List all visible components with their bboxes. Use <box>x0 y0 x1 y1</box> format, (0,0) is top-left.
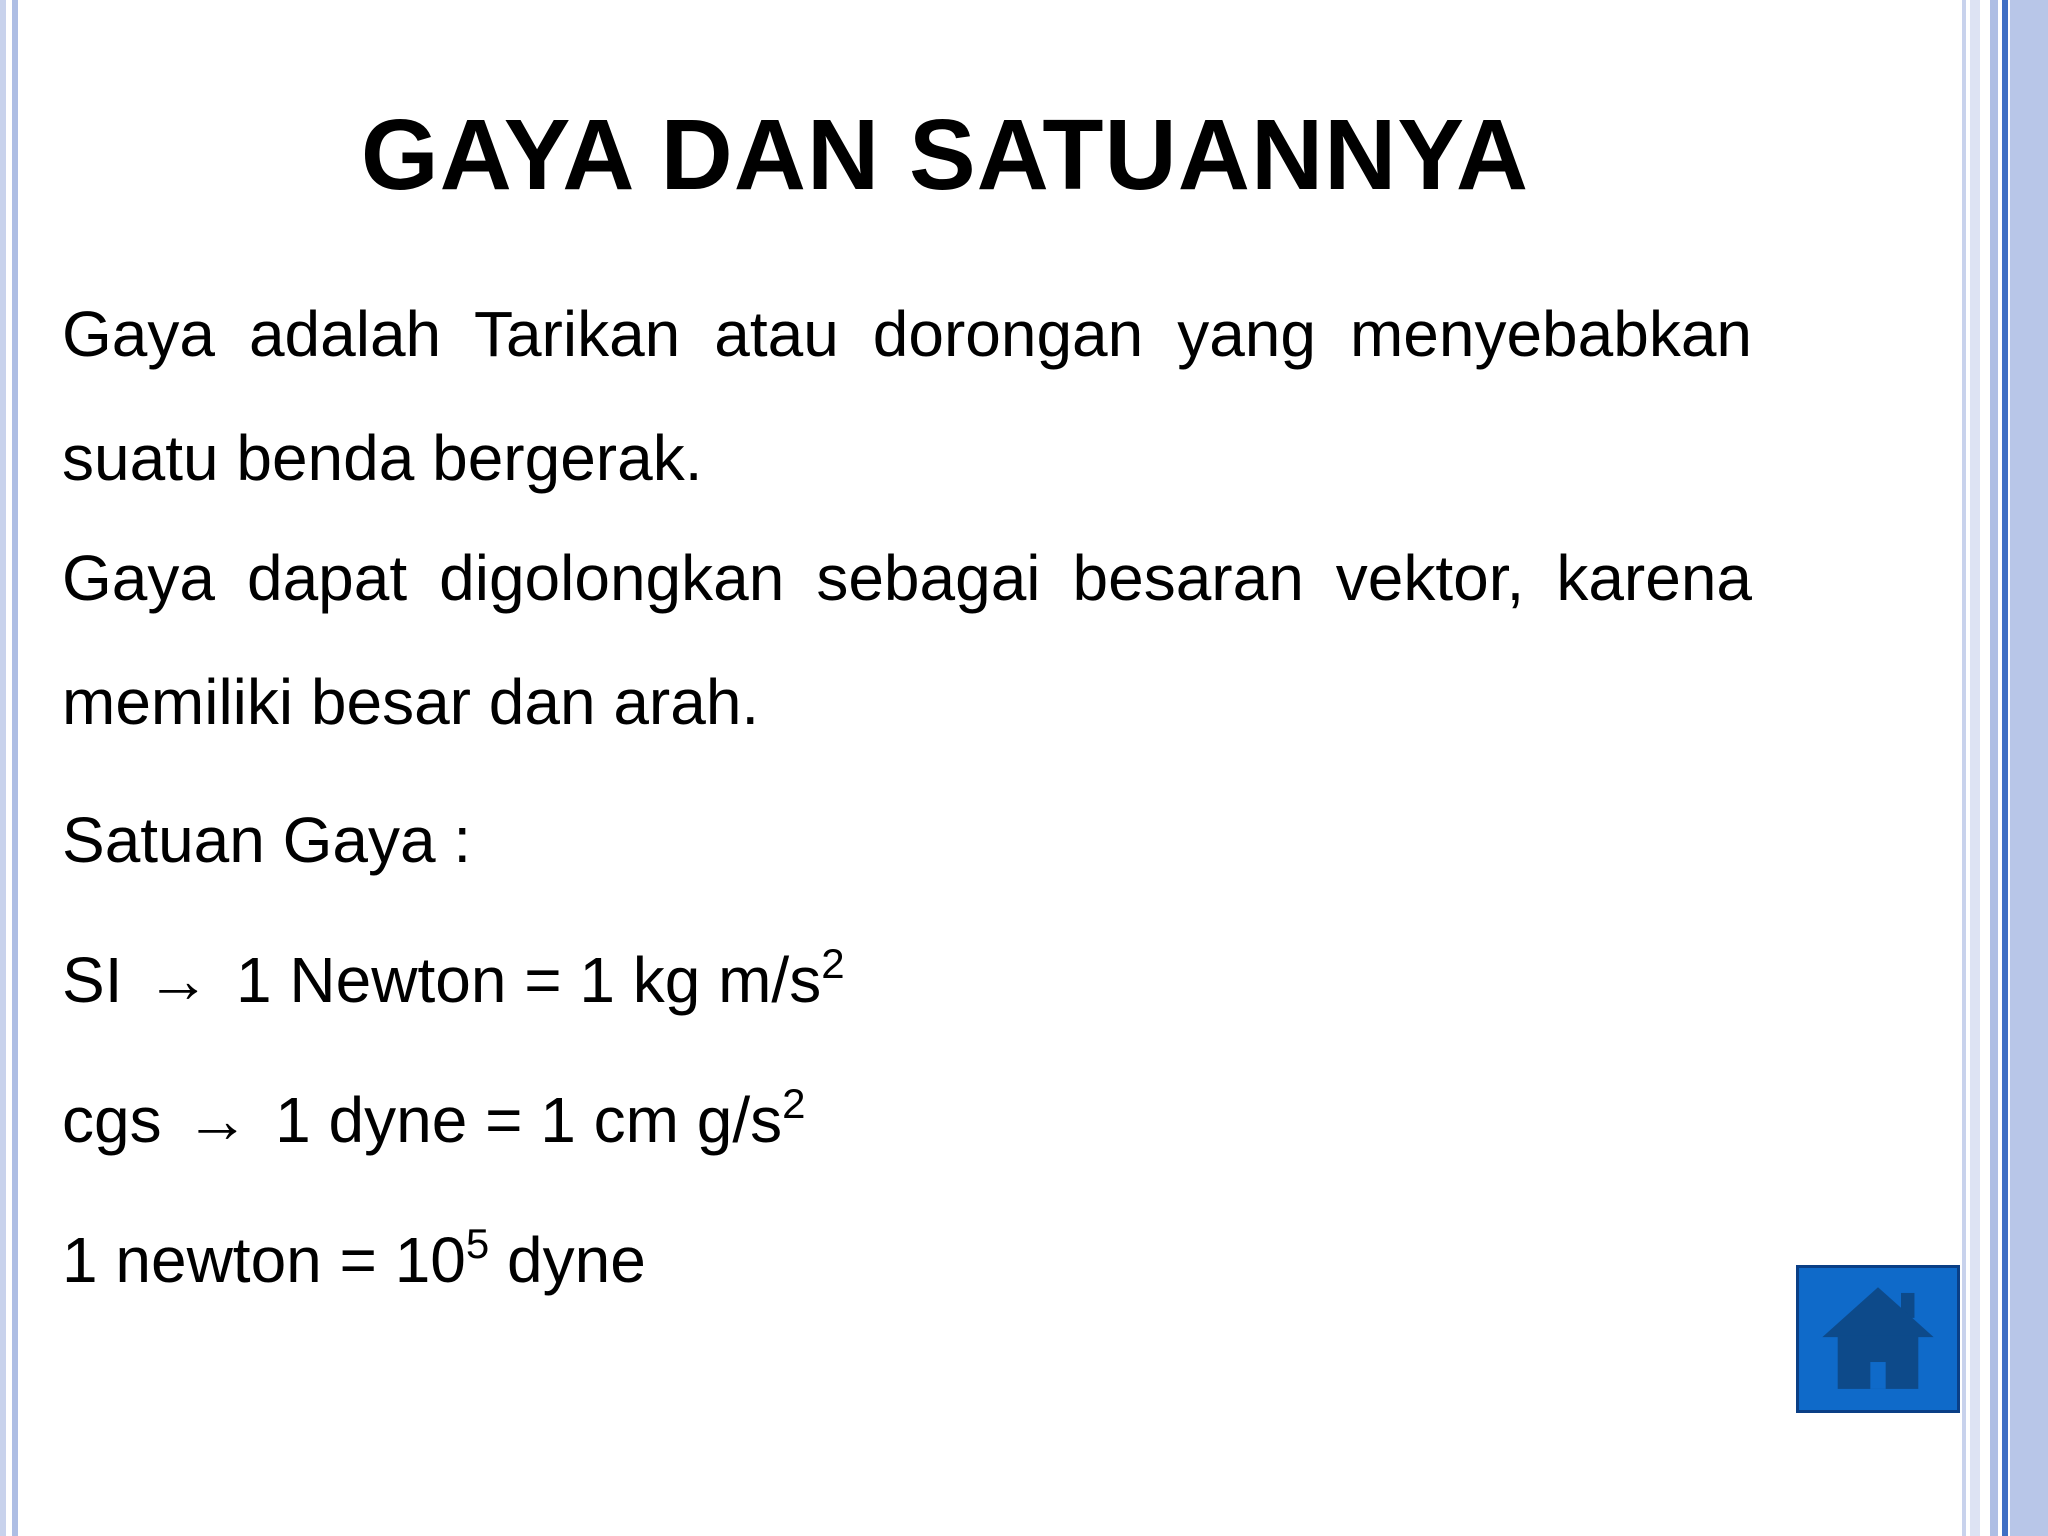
arrow-icon: → <box>185 1084 250 1156</box>
arrow-icon: → <box>146 944 211 1016</box>
si-equation: 1 Newton = 1 kg m/s <box>236 944 822 1016</box>
right-border-3 <box>1990 0 1998 1536</box>
left-border-inner <box>12 0 18 1536</box>
units-heading: Satuan Gaya : <box>62 804 472 876</box>
right-border-2 <box>1970 0 1980 1536</box>
si-exponent: 2 <box>821 940 845 987</box>
conversion-right: dyne <box>489 1224 646 1296</box>
right-border-4 <box>2002 0 2008 1536</box>
cgs-system-label: cgs <box>62 1084 162 1156</box>
conversion-left: 1 newton = 10 <box>62 1224 466 1296</box>
cgs-exponent: 2 <box>782 1080 806 1127</box>
left-border-outer <box>0 0 6 1536</box>
cgs-unit-line <box>62 1082 805 1159</box>
slide-title: GAYA DAN SATUANNYA <box>360 99 1530 211</box>
conversion-line <box>62 1222 646 1299</box>
si-system-label: SI <box>62 944 123 1016</box>
conversion-exponent: 5 <box>465 1220 490 1267</box>
right-border-1 <box>1962 0 1966 1536</box>
vector-paragraph: Gaya dapat digolongkan sebagai besaran vektor, karena memiliki besar dan arah. <box>62 542 1752 738</box>
home-icon <box>1799 1268 1957 1410</box>
si-unit-line <box>62 942 845 1019</box>
definition-paragraph: Gaya adalah Tarikan atau dorongan yang menyebabkan suatu benda bergerak. <box>62 298 1752 494</box>
home-button[interactable] <box>1796 1265 1960 1413</box>
cgs-equation: 1 dyne = 1 cm g/s <box>275 1084 783 1156</box>
right-border-5 <box>2010 0 2048 1536</box>
